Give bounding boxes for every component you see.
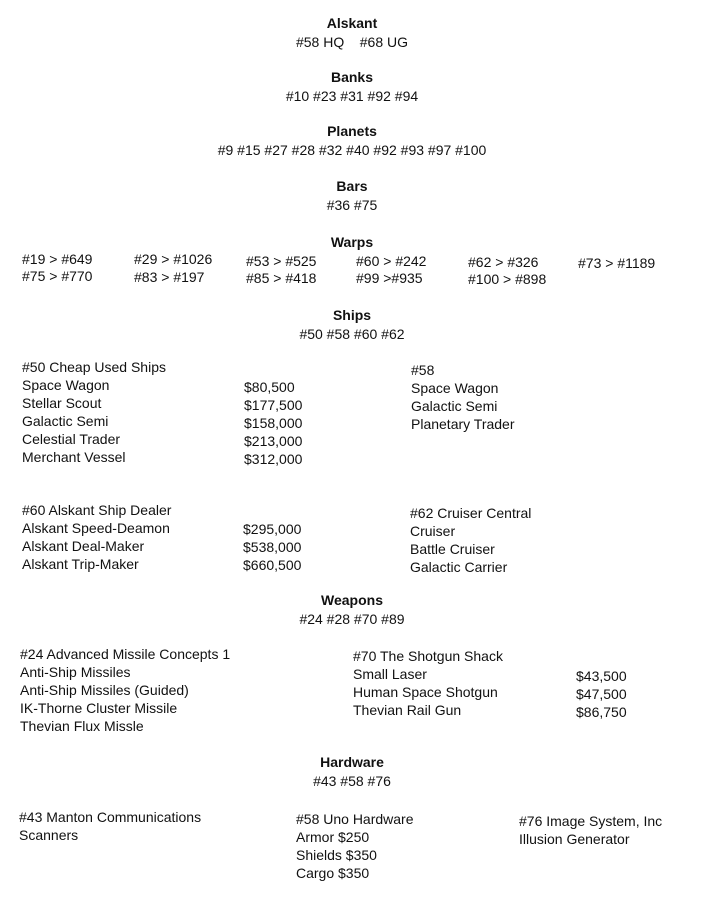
hardware-item: Illusion Generator [519, 831, 630, 847]
ship-item: Galactic Semi [22, 413, 109, 429]
weapons-line: #24 #28 #70 #89 [299, 611, 405, 627]
warp-entry: #62 > #326 [468, 254, 539, 270]
weapon-price: $47,500 [576, 686, 627, 702]
weapon-dealer-70-prices [576, 667, 627, 721]
ship-price: $158,000 [244, 415, 303, 431]
alskant-line: #58 HQ #68 UG [295, 34, 409, 50]
weapon-item: Human Space Shotgun [353, 684, 498, 700]
ship-price: $312,000 [244, 451, 303, 467]
ship-item: Galactic Semi [411, 398, 498, 414]
warp-entry: #19 > #649 [22, 251, 93, 267]
warp-entry: #100 > #898 [468, 271, 547, 287]
hardware-item: Scanners [19, 827, 79, 843]
ships-line: #50 #58 #60 #62 [299, 326, 405, 342]
ship-item: Alskant Deal-Maker [22, 538, 145, 554]
ship-price: $660,500 [243, 557, 302, 573]
ship-item: Alskant Trip-Maker [22, 556, 139, 572]
hardware-dealer-43-header: #43 Manton Communications [19, 809, 202, 825]
hardware-item: Cargo $350 [296, 865, 370, 881]
warp-entry: #85 > #418 [246, 270, 317, 286]
alskant-heading: Alskant [326, 15, 378, 31]
hardware-item: Shields $350 [296, 847, 377, 863]
ship-price: $80,500 [244, 379, 295, 395]
warp-entry: #53 > #525 [246, 253, 317, 269]
warp-entry: #83 > #197 [134, 269, 205, 285]
ship-item: Space Wagon [22, 377, 110, 393]
ship-item: Cruiser [410, 523, 456, 539]
weapon-item: Anti-Ship Missiles (Guided) [20, 682, 189, 698]
ship-dealer-60-prices [243, 520, 301, 574]
banks-heading: Banks [330, 69, 374, 85]
bars-line: #36 #75 [326, 197, 378, 213]
ships-heading: Ships [332, 307, 372, 323]
warp-entry: #75 > #770 [22, 268, 93, 284]
ship-price: $295,000 [243, 521, 302, 537]
ship-dealer-50-items [22, 376, 126, 466]
warp-entry: #99 >#935 [356, 270, 423, 286]
ship-item: Alskant Speed-Deamon [22, 520, 170, 536]
weapon-item: Thevian Rail Gun [353, 702, 462, 718]
hardware-line: #43 #58 #76 [313, 773, 391, 789]
ship-dealer-50-prices [244, 378, 302, 468]
ship-dealer-58-items [411, 379, 515, 433]
ship-price: $538,000 [243, 539, 302, 555]
ship-item: Merchant Vessel [22, 449, 126, 465]
weapon-item: Anti-Ship Missiles [20, 664, 131, 680]
ship-dealer-60-items [22, 519, 170, 573]
weapon-dealer-24-header: #24 Advanced Missile Concepts 1 [20, 646, 231, 662]
planets-heading: Planets [327, 123, 377, 139]
bars-heading: Bars [336, 178, 368, 194]
hardware-dealer-58-header: #58 Uno Hardware [296, 811, 414, 827]
ship-price: $213,000 [244, 433, 303, 449]
ship-item: Celestial Trader [22, 431, 121, 447]
ship-item: Battle Cruiser [410, 541, 495, 557]
ship-dealer-62-header: #62 Cruiser Central [410, 505, 532, 521]
ship-dealer-62-items [410, 522, 507, 576]
weapon-item: Small Laser [353, 666, 427, 682]
planets-line: #9 #15 #27 #28 #32 #40 #92 #93 #97 #100 [217, 142, 487, 158]
warp-entry: #73 > #1189 [578, 255, 656, 271]
hardware-heading: Hardware [320, 754, 384, 770]
weapon-item: IK-Thorne Cluster Missile [20, 700, 178, 716]
ship-item: Galactic Carrier [410, 559, 508, 575]
weapon-dealer-24-items [20, 663, 189, 735]
warp-entry: #60 > #242 [356, 253, 427, 269]
warp-entry: #29 > #1026 [134, 251, 213, 267]
hardware-dealer-58-items [296, 828, 377, 882]
weapon-price: $43,500 [576, 668, 627, 684]
weapon-dealer-70-items [353, 665, 498, 719]
ship-dealer-50-header: #50 Cheap Used Ships [22, 359, 166, 375]
ship-price: $177,500 [244, 397, 303, 413]
weapon-price: $86,750 [576, 704, 627, 720]
weapons-heading: Weapons [321, 592, 383, 608]
ship-item: Planetary Trader [411, 416, 515, 432]
warps-heading: Warps [330, 234, 374, 250]
weapon-item: Thevian Flux Missle [20, 718, 144, 734]
ship-item: Space Wagon [411, 380, 499, 396]
hardware-item: Armor $250 [296, 829, 370, 845]
hardware-dealer-76-header: #76 Image System, Inc [519, 813, 663, 829]
banks-line: #10 #23 #31 #92 #94 [285, 88, 419, 104]
ship-dealer-58-header: #58 [411, 362, 435, 378]
ship-dealer-60-header: #60 Alskant Ship Dealer [22, 502, 172, 518]
weapon-dealer-70-header: #70 The Shotgun Shack [353, 648, 503, 664]
ship-item: Stellar Scout [22, 395, 102, 411]
